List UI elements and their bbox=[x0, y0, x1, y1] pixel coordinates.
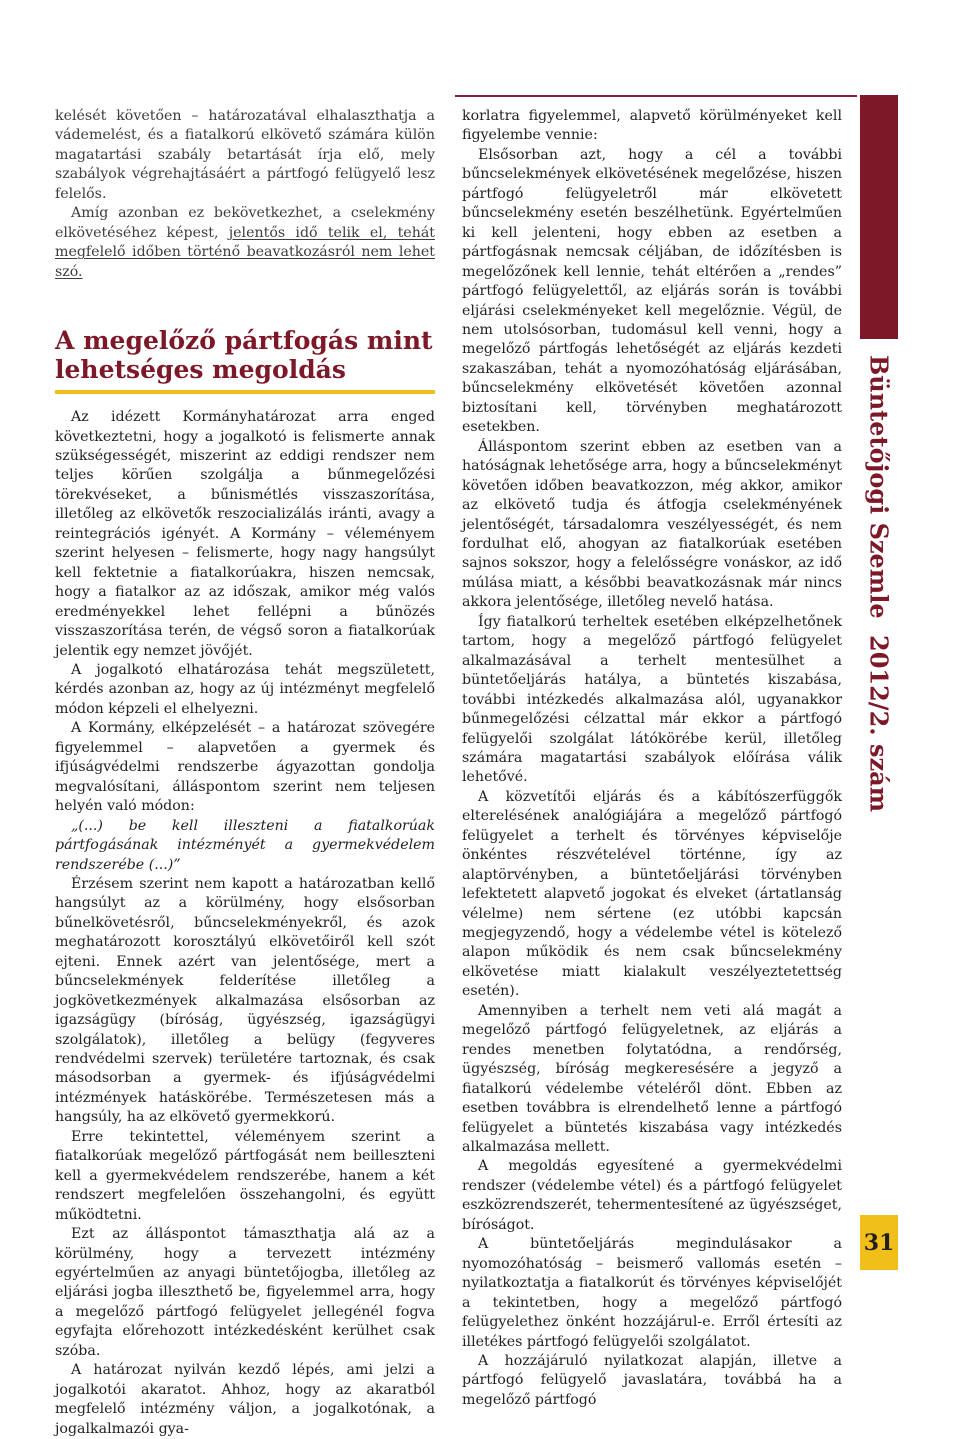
body-paragraph: Amennyiben a terhelt nem veti alá magát a megelőző pártfogó felügyeletnek, az eljárás a rendes menetben folytatódna, a rendőrség, ügyészség, bíróság megkeresésére a jegyző a fiatalkorú védelembe vételéről dönt. Ebben az esetben továbbra is elrendelhető lenne a pártfogó felügyelet a büntetés kiszabása vagy intézkedés alkalmazása mellett. bbox=[462, 1002, 842, 1156]
body-paragraph: A hozzájáruló nyilatkozat alapján, illetve a pártfogó felügyelő javaslatára, továbbá ha a megelőző pártfogó bbox=[462, 1353, 842, 1408]
body-paragraph: Érzésem szerint nem kapott a határozatban kellő hangsúlyt az a körülmény, hogy elsősorban bűnelkövetésről, bűncselekményekről, és azok meghatározott korosztályú elkövetőiről kell szót ejteni. Ennek azért van jelentősége, mert a bűncselekmények felderítése illetőleg a jogkövetkezmények alkalmazása elsősorban az igazságügy (bíróság, ügyészség, igazságügyi szolgálatok), illetőleg a belügy (fegyveres rendvédelmi szervek) területére tartoznak, és csak másodsorban a gyermek- és ifjúságvédelmi intézmények hatáskörébe. Természetesen más a hangsúly, ha az elkövető gyermekkorú. bbox=[55, 875, 435, 1126]
left-column bbox=[55, 107, 435, 1439]
body-paragraph: Álláspontom szerint ebben az esetben van a hatóságnak lehetősége arra, hogy a bűncselekményt követően időben beavatkozzon, még akkor, amikor az elkövető tudja és átfogja cselekményének jelentőségét, társadalomra veszélyességét, és nem fordulhat elő, ahogyan az fiatalkorúak esetében sajnos sokszor, hogy a felelősségre vonáskor, az idő múlása miatt, a későbbi beavatkozásnak már nincs akkora jelentősége, illetőleg nevelő hatása. bbox=[462, 438, 842, 611]
journal-sidebar bbox=[860, 95, 898, 1270]
sidebar-title-block bbox=[860, 355, 898, 812]
body-paragraph: Az idézett Kormányhatározat arra enged következtetni, hogy a jogalkotó is felismerte annak szükségességét, miszerint az eddigi rendszer nem teljes körűen szolgálja a bűnmegelőzési törekvéseket, a bűnismétlés visszaszorítása, illetőleg az elkövetők reszocializálás iránti, avagy a reintegrációs igényét. A Kormány – véleményem szerint helyesen – felismerte, hogy nagy hangsúlyt kell fektetnie a fiatalkorúakra, hiszen nemcsak, hogy a fiatalkor az az időszak, amikor még valós eredményekkel lehet fellépni a bűnözés visszaszorítása terén, de végső soron a fiatalkorúak jelentik egy nemzet jövőjét. bbox=[55, 409, 435, 659]
body-paragraph: A megoldás egyesítené a gyermekvédelmi rendszer (védelembe vétel) és a pártfogó felügyelet eszközrendszerét, tehermentesítené az ügyészséget, bíróságot. bbox=[462, 1158, 842, 1233]
body-paragraph: A jogalkotó elhatározása tehát megszületett, kérdés azonban az, hogy az új intézményt megfelelő módon képzeli el elhelyezni. bbox=[55, 661, 435, 717]
intro-paragraph: kelését követően – határozatával elhalaszthatja a vádemelést, és a fiatalkorú elkövető számára külön magatartási szabály betartását írja elő, mely szabályok végrehajtásáért a pártfogó felügyelő lesz felelős. bbox=[55, 108, 435, 202]
section-heading-underline bbox=[55, 390, 435, 394]
section-heading: A megelőző pártfogás mint lehetséges megoldás bbox=[55, 326, 433, 385]
body-paragraph: A határozat nyilván kezdő lépés, ami jelzi a jogalkotói akaratot. Ahhoz, hogy az akaratból megfelelő intézmény váljon, a jogalkotónak, a jogalkalmazói gya- bbox=[55, 1362, 435, 1437]
sidebar-accent-block bbox=[860, 95, 898, 339]
issue-label: 2012/2. szám bbox=[864, 634, 894, 812]
body-paragraph: A Kormány, elképzelését – a határozat szövegére figyelemmel – alapvetően a gyermek és ifjúságvédelmi rendszerbe ágyazottan gondolja megvalósítani, álláspontom szerint nem teljesen helyén való módon: bbox=[55, 720, 435, 815]
continuation-paragraph: korlatra figyelemmel, alapvető körülményeket kell figyelembe vennie: bbox=[462, 108, 842, 144]
body-paragraph: Erre tekintettel, véleményem szerint a fiatalkorúak megelőző pártfogását nem beilleszteni kell a gyermekvédelem rendszerébe, hanem a két rendszert megfelelően összehangolni, és együtt működtetni. bbox=[55, 1128, 435, 1223]
top-rule bbox=[455, 95, 857, 97]
right-column bbox=[462, 107, 842, 1410]
body-paragraph: Elsősorban azt, hogy a cél a további bűncselekmények elkövetésének megelőzése, hiszen pártfogó felügyeletről már elkövetett bűncselekmény esetén beszélhetünk. Egyértelműen ki kell jelenteni, hogy ebben az esetben a pártfogásnak nemcsak céljában, de időzítésben is megelőzőnek kell lennie, tehát eltérően a „rendes” pártfogó felügyelettől, az eljárás során is további eljárási cselekményeket kell megelőznie. Végül, de nem utolsósorban, tudomásul kell venni, hogy a megelőző pártfogás lehetőségét az eljárás kezdeti szakaszában, tehát a nyomozóhatóság eljárásában, bűncselekmény elkövetését követően azonnal biztosítani kell, törvényben meghatározott esetekben. bbox=[462, 146, 842, 436]
intro-paragraph-2 bbox=[55, 204, 435, 282]
body-paragraph: Így fiatalkorú terheltek esetében elképzelhetőnek tartom, hogy a megelőző pártfogó felügyelet alkalmazásával a terhelt mentesülhet a büntetőeljárás hatálya, a büntetés kiszabása, további intézkedés alkalmazása alól, ugyanakkor bűnmegelőzési célzattal már ekkor a pártfogó felügyelői szolgálat látókörébe kerül, illetőleg számára magatartási szabályok előírása válik lehetővé. bbox=[462, 613, 842, 786]
body-paragraph: Ezt az álláspontot támaszthatja alá az a körülmény, hogy a tervezett intézmény egyértelműen az anyagi büntetőjogba, illetőleg az eljárási jogba illeszthető be, figyelemmel arra, hogy a megelőző pártfogó felügyelet jellegénél fogva egyfajta előrehozott intézkedésként kerülhet csak szóba. bbox=[55, 1226, 435, 1359]
body-paragraph: A közvetítői eljárás és a kábítószerfüggők elterelésének analógiájára a megelőző pártfogó felügyelet a terhelt és törvényes képviselője önkéntes részvételével történne, így az alaptörvényben, a büntetőeljárási törvényben lefektetett alapvető jogokat és elveket (ártatlanság vélelme) nem sértene (ez utóbbi kapcsán megjegyzendő, hogy a védelembe vétel is kötelező alapon működik és nem csak bűncselekmény elkövetése miatt kialakult veszélyeztetettség esetén). bbox=[462, 788, 842, 1000]
body-paragraph: A büntetőeljárás megindulásakor a nyomozóhatóság – beismerő vallomás esetén – nyilatkoztatja a fiatalkorút és törvényes képviselőjét a tekintetben, hogy a megelőző pártfogó felügyelethez önként hozzájárul-e. Erről értesíti az illetékes pártfogó felügyelői szolgálatot. bbox=[462, 1236, 842, 1350]
block-quote: „(...) be kell illeszteni a fiatalkorúak pártfogásának intézményét a gyermekvédelem rendszerébe (...)” bbox=[55, 817, 435, 873]
page-number: 31 bbox=[860, 1215, 898, 1270]
intro-paragraph-2-start: Amíg azonban ez bekövetkezhet, a cselekmény elkövetéséhez képest, bbox=[55, 205, 435, 241]
journal-title: Büntetőjogi Szemle bbox=[864, 355, 894, 619]
intro-paragraph-2-underlined: jelentős idő telik el, tehát megfelelő időben történő beavatkozásról nem lehet szó. bbox=[55, 224, 435, 280]
